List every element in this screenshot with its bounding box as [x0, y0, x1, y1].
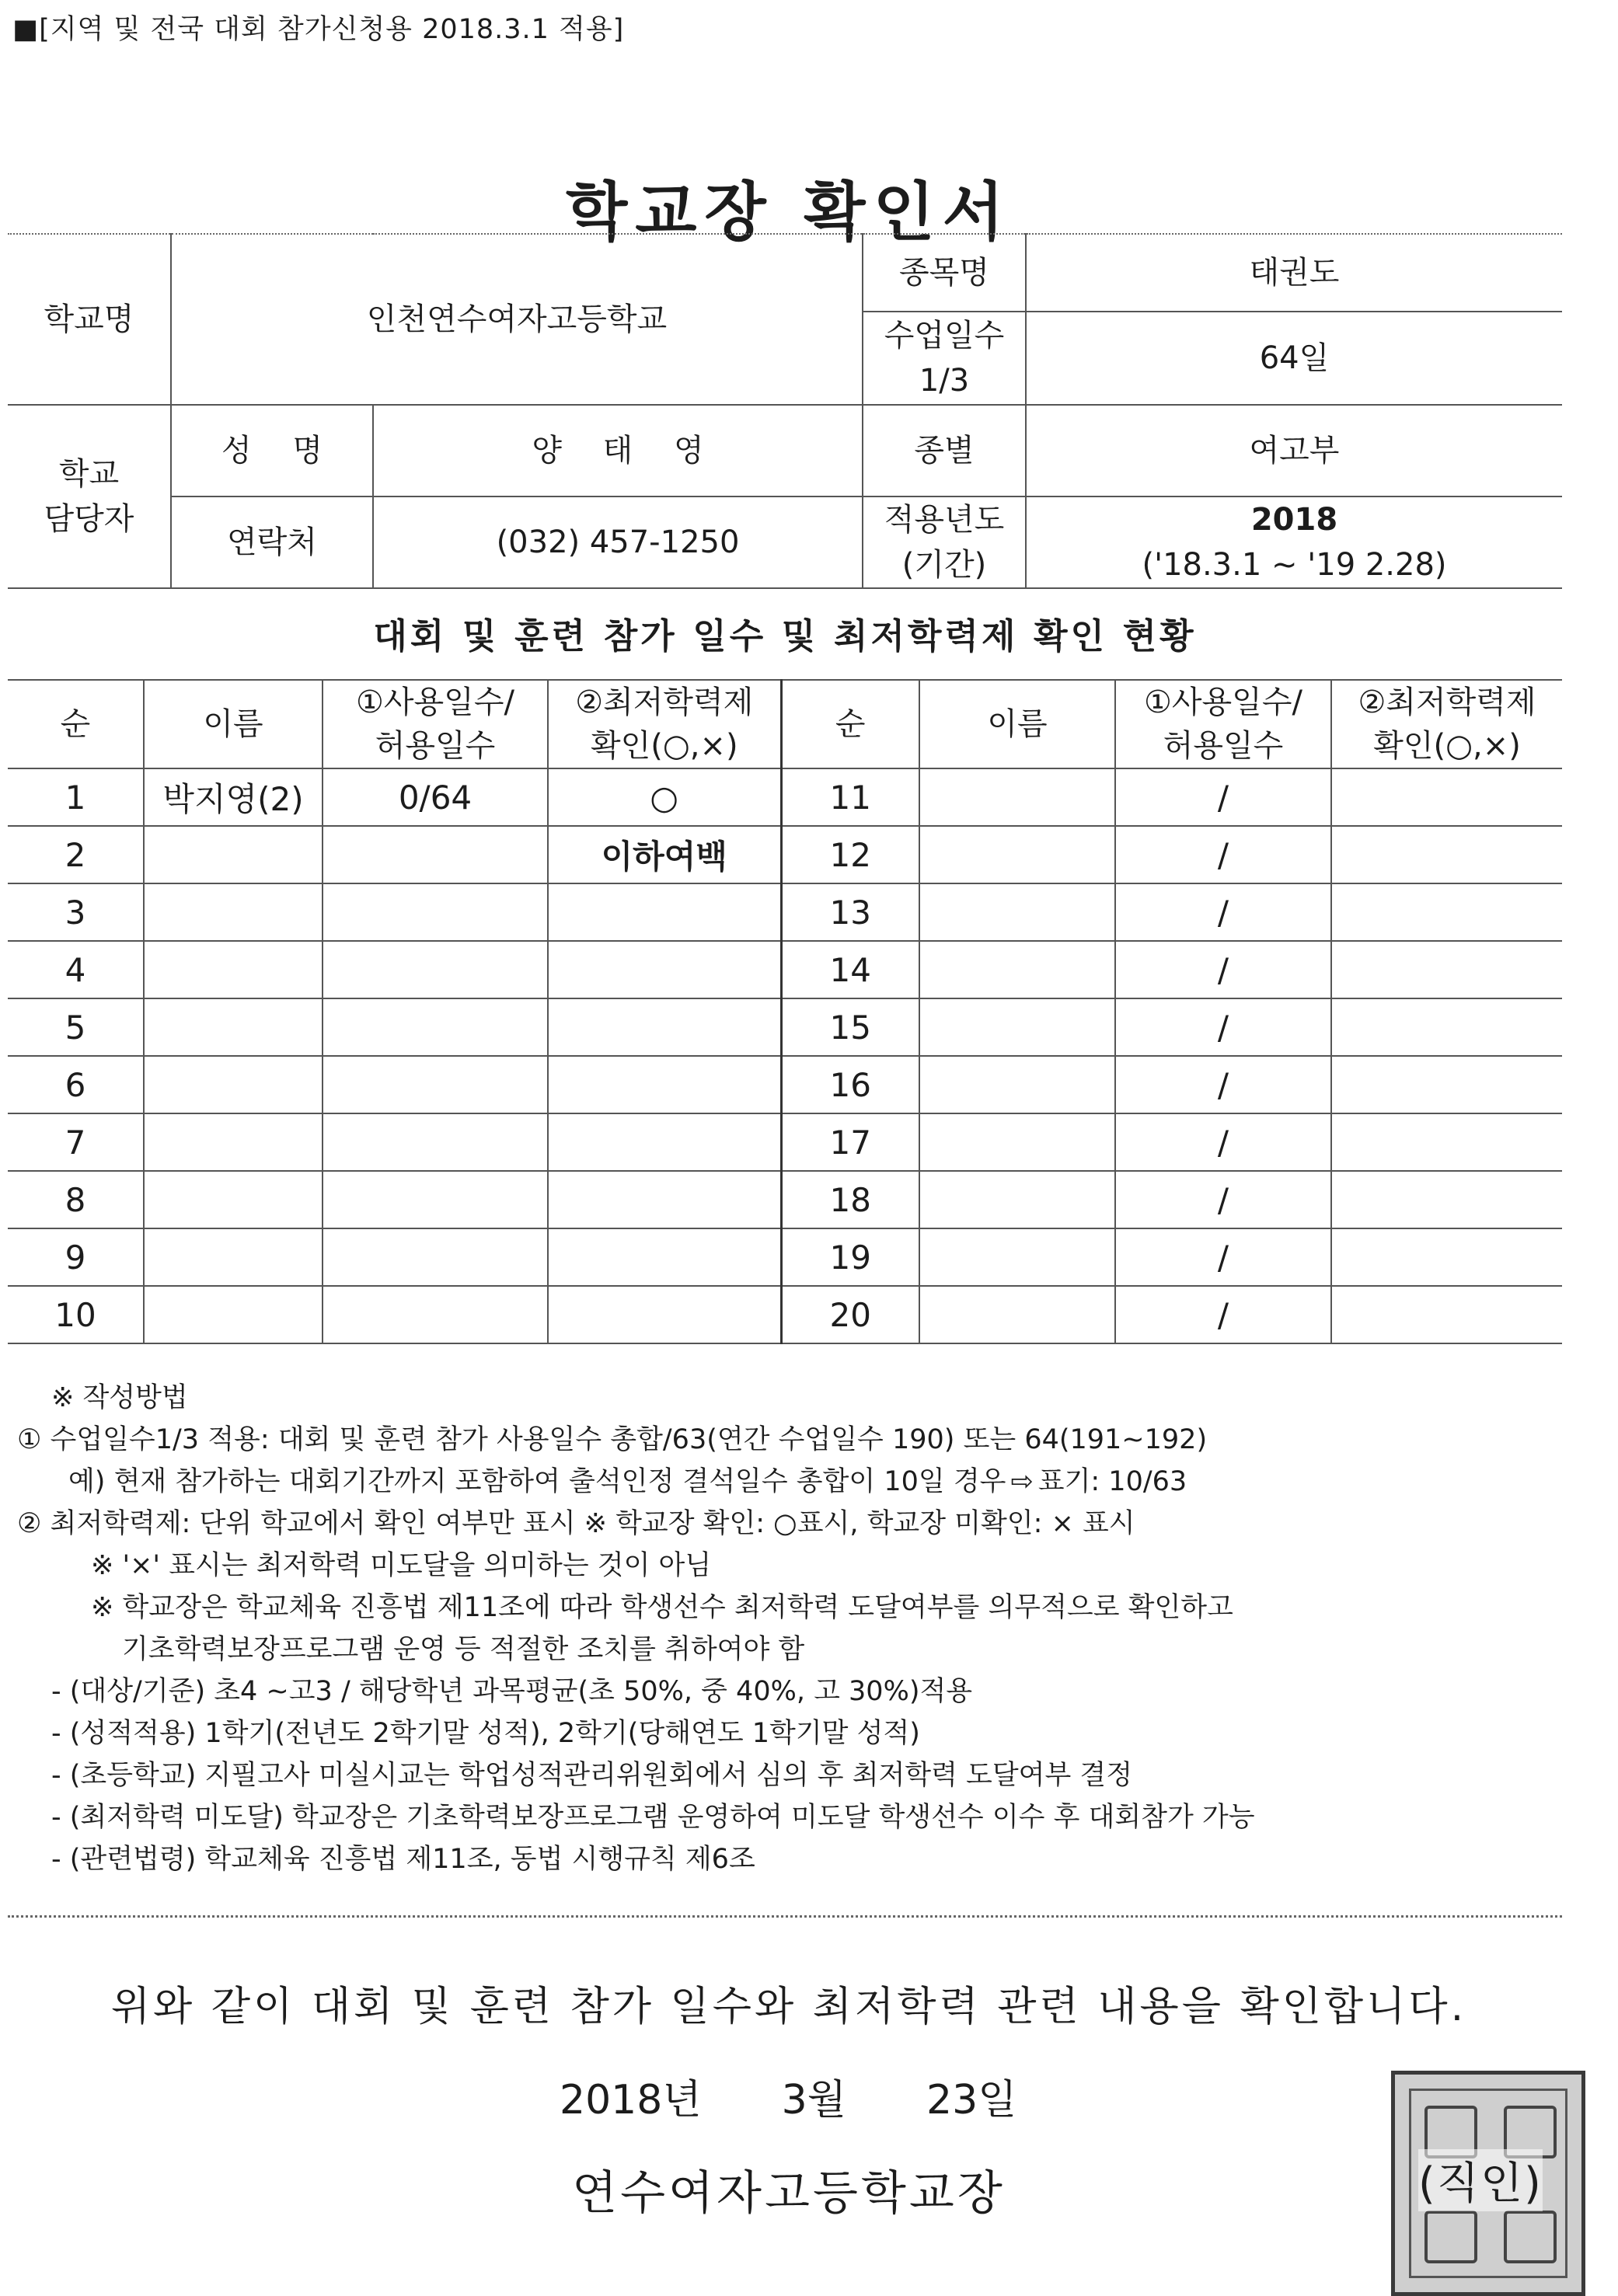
instruction-bullet: - (대상/기준) 초4 ~고3 / 해당학년 과목평균(초 50%, 중 40%, 고 30%)적용 [51, 1676, 973, 1707]
row-check [1331, 883, 1562, 941]
row-days [323, 883, 548, 941]
row-no: 2 [8, 826, 144, 883]
row-check [548, 998, 781, 1056]
row-no: 9 [8, 1228, 144, 1286]
header-check: ②최저학력제 확인(○,×) [1331, 680, 1562, 768]
row-name [144, 1056, 323, 1113]
header-name: 이름 [919, 680, 1115, 768]
row-days [323, 826, 548, 883]
sport-value: 태권도 [1026, 234, 1562, 312]
row-name [919, 998, 1115, 1056]
section-divider [8, 1915, 1562, 1918]
row-name [144, 883, 323, 941]
row-no: 10 [8, 1286, 144, 1343]
division-label: 종별 [863, 405, 1026, 496]
instruction-item-1: ① 수업일수1/3 적용: 대회 및 훈련 참가 사용일수 총합/63(연간 수업일수 190) 또는 64(191~192) [17, 1424, 1208, 1455]
issue-date [560, 2067, 1016, 2125]
manager-name: 양 태 영 [373, 405, 863, 496]
row-name [144, 1171, 323, 1228]
instruction-example: 예) 현재 참가하는 대회기간까지 포함하여 출석인정 결석일수 총합이 10일 경우 ⇨ 표기: 10/63 [17, 1461, 1602, 1503]
header-check: ②최저학력제 확인(○,×) [548, 680, 781, 768]
row-no: 16 [781, 1056, 919, 1113]
row-check [1331, 941, 1562, 998]
row-days [323, 1113, 548, 1171]
instruction-bullet: - (관련법령) 학교체육 진흥법 제11조, 동법 시행규칙 제6조 [51, 1844, 755, 1875]
class-days-value: 64일 [1026, 312, 1562, 405]
instruction-note-2-cont: 기초학력보장프로그램 운영 등 적절한 조치를 취하여야 함 [122, 1634, 805, 1665]
table-row [8, 998, 1562, 1056]
row-days: / [1115, 883, 1331, 941]
header-days: ①사용일수/ 허용일수 [323, 680, 548, 768]
row-days [323, 1286, 548, 1343]
row-no: 17 [781, 1113, 919, 1171]
row-check [548, 1113, 781, 1171]
row-check [548, 1286, 781, 1343]
header-no: 순 [781, 680, 919, 768]
row-check [1331, 826, 1562, 883]
row-days: / [1115, 1228, 1331, 1286]
row-days [323, 1228, 548, 1286]
row-check [548, 883, 781, 941]
row-name [144, 826, 323, 883]
row-no: 1 [8, 768, 144, 826]
row-days: / [1115, 1286, 1331, 1343]
row-no: 7 [8, 1113, 144, 1171]
row-check [1331, 1113, 1562, 1171]
row-name [144, 998, 323, 1056]
row-no: 4 [8, 941, 144, 998]
school-name: 인천연수여자고등학교 [171, 234, 863, 405]
instructions [17, 1377, 1602, 1880]
table-row [8, 826, 1562, 883]
row-days [323, 1171, 548, 1228]
seal-label: (직인) [1418, 2149, 1543, 2211]
row-days [323, 998, 548, 1056]
table-row [8, 768, 1562, 826]
row-name [919, 1228, 1115, 1286]
row-no: 5 [8, 998, 144, 1056]
table-row [8, 941, 1562, 998]
row-name [919, 768, 1115, 826]
table-row [8, 1286, 1562, 1343]
row-check [1331, 998, 1562, 1056]
date-year: 2018년 [560, 2077, 702, 2124]
header-days: ①사용일수/ 허용일수 [1115, 680, 1331, 768]
row-check: ○ [548, 768, 781, 826]
instruction-note-2: ※ 학교장은 학교체육 진흥법 제11조에 따라 학생선수 최저학력 도달여부를 의무적으로 확인하고 [91, 1592, 1233, 1623]
row-name [919, 883, 1115, 941]
instruction-item-2: ② 최저학력제: 단위 학교에서 확인 여부만 표시 ※ 학교장 확인: ○표시, 학교장 미확인: × 표시 [17, 1508, 1135, 1539]
blank-below-note: 이하여백 [548, 826, 781, 883]
row-days: / [1115, 1113, 1331, 1171]
row-no: 15 [781, 998, 919, 1056]
date-day: 23일 [926, 2077, 1017, 2124]
row-name [919, 1286, 1115, 1343]
row-check [1331, 1171, 1562, 1228]
row-no: 11 [781, 768, 919, 826]
row-check [548, 1228, 781, 1286]
row-check [548, 941, 781, 998]
row-name [919, 1113, 1115, 1171]
row-name [144, 941, 323, 998]
row-name [144, 1286, 323, 1343]
row-name [919, 826, 1115, 883]
row-check [1331, 1286, 1562, 1343]
official-seal-stamp [1391, 2071, 1585, 2296]
row-no: 6 [8, 1056, 144, 1113]
date-month: 3월 [781, 2077, 846, 2124]
row-check [548, 1056, 781, 1113]
row-no: 18 [781, 1171, 919, 1228]
row-name [919, 1056, 1115, 1113]
row-check [548, 1171, 781, 1228]
header-name: 이름 [144, 680, 323, 768]
seal-glyph [1504, 2211, 1557, 2263]
instruction-bullet: - (최저학력 미도달) 학교장은 기초학력보장프로그램 운영하여 미도달 학생선수 이수 후 대회참가 가능 [51, 1802, 1255, 1833]
form-header-note: ■[지역 및 전국 대회 참가신청용 2018.3.1 적용] [12, 14, 625, 45]
contact-value: (032) 457-1250 [373, 496, 863, 588]
roster-table [8, 679, 1562, 1344]
principal-signature: 연수여자고등학교장 [572, 2166, 1006, 2221]
section-title: 대회 및 훈련 참가 일수 및 최저학력제 확인 현황 [373, 615, 1197, 657]
sport-label: 종목명 [863, 234, 1026, 312]
table-row [8, 883, 1562, 941]
row-days: / [1115, 826, 1331, 883]
row-days: / [1115, 768, 1331, 826]
row-no: 8 [8, 1171, 144, 1228]
year-value: 2018 ('18.3.1 ~ '19 2.28) [1026, 496, 1562, 588]
header-no: 순 [8, 680, 144, 768]
instruction-bullet: - (초등학교) 지필고사 미실시교는 학업성적관리위원회에서 심의 후 최저학력 도달여부 결정 [51, 1760, 1133, 1791]
row-days: / [1115, 1056, 1331, 1113]
row-name [144, 1228, 323, 1286]
row-check [1331, 1228, 1562, 1286]
seal-glyph [1424, 2211, 1477, 2263]
name-label: 성 명 [171, 405, 373, 496]
row-name [144, 1113, 323, 1171]
row-no: 12 [781, 826, 919, 883]
row-check [1331, 1056, 1562, 1113]
row-no: 14 [781, 941, 919, 998]
arrow-right-icon: ⇨ [1010, 1466, 1034, 1497]
row-no: 3 [8, 883, 144, 941]
division-value: 여고부 [1026, 405, 1562, 496]
row-name [919, 1171, 1115, 1228]
table-row [8, 1056, 1562, 1113]
row-check [1331, 768, 1562, 826]
row-days: / [1115, 941, 1331, 998]
instruction-note-1: ※ '×' 표시는 최저학력 미도달을 의미하는 것이 아님 [91, 1550, 712, 1581]
table-row [8, 1171, 1562, 1228]
year-label: 적용년도 (기간) [863, 496, 1026, 588]
row-days: 0/64 [323, 768, 548, 826]
row-name [919, 941, 1115, 998]
row-days [323, 1056, 548, 1113]
row-no: 13 [781, 883, 919, 941]
row-days: / [1115, 998, 1331, 1056]
school-name-label: 학교명 [8, 234, 171, 405]
table-row [8, 1228, 1562, 1286]
row-no: 19 [781, 1228, 919, 1286]
instruction-bullet: - (성적적용) 1학기(전년도 2학기말 성적), 2학기(당해연도 1학기말 성적) [51, 1718, 920, 1749]
contact-label: 연락처 [171, 496, 373, 588]
row-no: 20 [781, 1286, 919, 1343]
confirmation-statement: 위와 같이 대회 및 훈련 참가 일수와 최저학력 관련 내용을 확인합니다. [110, 1984, 1467, 2030]
row-days [323, 941, 548, 998]
class-days-label: 수업일수 1/3 [863, 312, 1026, 405]
document-title: 학교장 확인서 [566, 176, 1012, 249]
manager-label: 학교 담당자 [8, 405, 171, 588]
school-info-table [8, 233, 1562, 589]
instructions-heading: ※ 작성방법 [51, 1382, 188, 1413]
row-name: 박지영(2) [144, 768, 323, 826]
row-days: / [1115, 1171, 1331, 1228]
table-row [8, 1113, 1562, 1171]
